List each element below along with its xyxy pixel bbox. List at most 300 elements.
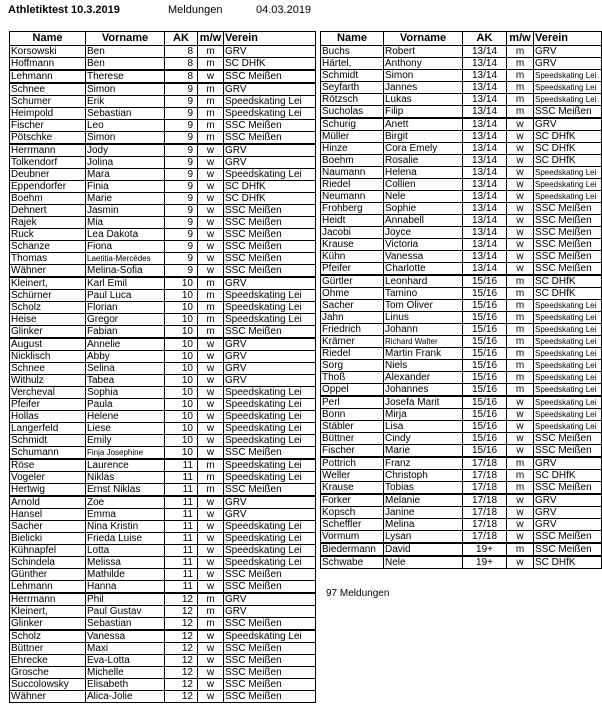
cell-name: Schwabe [321, 556, 384, 569]
cell-verein: Speedskating Lei [534, 324, 602, 336]
cell-name: Sorg [321, 360, 384, 372]
cell-name: Wähner [10, 265, 86, 278]
cell-mw: m [507, 336, 534, 348]
cell-verein: Speedskating Lei [534, 82, 602, 94]
cell-ak: 9 [165, 157, 198, 169]
cell-mw: w [198, 229, 224, 241]
cell-name: Vormum [321, 531, 384, 544]
table-row [321, 46, 602, 58]
cell-mw: m [507, 372, 534, 384]
table-row [321, 336, 602, 348]
cell-ak: 10 [165, 363, 198, 375]
cell-name: Herrmann [10, 144, 86, 157]
cell-mw: w [507, 507, 534, 519]
table-row [10, 411, 316, 423]
cell-ak: 10 [165, 411, 198, 423]
cell-ak: 12 [165, 655, 198, 667]
cell-name: Schmidt [10, 435, 86, 447]
table-row [321, 457, 602, 470]
col-header-verein: Verein [534, 32, 602, 46]
cell-verein: GRV [224, 83, 316, 96]
cell-ak: 13/14 [463, 118, 507, 131]
table-row [321, 288, 602, 300]
cell-vorname: Linus [384, 312, 463, 324]
cell-mw: w [198, 193, 224, 205]
cell-mw: m [507, 312, 534, 324]
cell-verein: SSC Meißen [224, 70, 316, 83]
cell-mw: w [507, 251, 534, 263]
cell-ak: 13/14 [463, 58, 507, 70]
col-header-ak: AK [165, 32, 198, 46]
cell-verein: SSC Meißen [534, 445, 602, 458]
cell-name: Kleinert, [10, 277, 86, 290]
table-row [321, 543, 602, 556]
cell-vorname: Birgit [384, 131, 463, 143]
cell-name: Lehmann [10, 581, 86, 594]
table-row [10, 484, 316, 497]
cell-name: Gürtler [321, 275, 384, 288]
cell-vorname: Franz [384, 457, 463, 470]
cell-verein: Speedskating Lei [534, 384, 602, 397]
cell-mw: w [198, 581, 224, 594]
cell-ak: 9 [165, 132, 198, 145]
table-row [321, 155, 602, 167]
cell-name: Neumann [321, 191, 384, 203]
cell-verein: Speedskating Lei [224, 96, 316, 108]
cell-ak: 11 [165, 521, 198, 533]
cell-verein: GRV [534, 519, 602, 531]
table-row [321, 556, 602, 569]
cell-name: Thomas [10, 253, 86, 265]
table-row [10, 533, 316, 545]
cell-name: Schindela [10, 557, 86, 569]
cell-verein: SSC Meißen [224, 217, 316, 229]
cell-name: Kopsch [321, 507, 384, 519]
cell-vorname: Maxi [86, 643, 165, 655]
cell-vorname: Eva-Lotta [86, 655, 165, 667]
col-header-vorname: Vorname [86, 32, 165, 46]
cell-ak: 9 [165, 253, 198, 265]
cell-verein: Speedskating Lei [224, 472, 316, 484]
cell-verein: Speedskating Lei [534, 409, 602, 421]
cell-name: Riedel [321, 348, 384, 360]
cell-verein: Speedskating Lei [534, 396, 602, 409]
cell-name: Jacobi [321, 227, 384, 239]
cell-ak: 11 [165, 496, 198, 509]
table-row [321, 131, 602, 143]
cell-verein: SSC Meißen [224, 679, 316, 691]
table-row [10, 277, 316, 290]
table-row [10, 606, 316, 618]
cell-vorname: Anthony [384, 58, 463, 70]
cell-mw: w [198, 691, 224, 703]
cell-name: Arnold [10, 496, 86, 509]
cell-vorname: Martin Frank [384, 348, 463, 360]
cell-name: Stäbler [321, 421, 384, 433]
cell-name: Korsowski [10, 46, 86, 58]
cell-ak: 9 [165, 229, 198, 241]
cell-name: Jahn [321, 312, 384, 324]
cell-mw: w [507, 227, 534, 239]
cell-verein: Speedskating Lei [224, 435, 316, 447]
cell-name: Hoffmann [10, 58, 86, 71]
cell-ak: 13/14 [463, 94, 507, 106]
cell-ak: 13/14 [463, 215, 507, 227]
cell-name: Fischer [10, 120, 86, 132]
table-row [10, 70, 316, 83]
cell-ak: 15/16 [463, 312, 507, 324]
cell-verein: Speedskating Lei [224, 423, 316, 435]
cell-verein: SSC Meißen [224, 229, 316, 241]
cell-name: Thoß [321, 372, 384, 384]
cell-name: Büttner [10, 643, 86, 655]
cell-vorname: Florian [86, 302, 165, 314]
cell-vorname: Collien [384, 179, 463, 191]
cell-vorname: Cora Emely [384, 143, 463, 155]
cell-mw: w [507, 396, 534, 409]
table-row [321, 433, 602, 445]
table-row [321, 384, 602, 397]
cell-verein: SSC Meißen [224, 241, 316, 253]
table-row [10, 691, 316, 703]
table-row [10, 83, 316, 96]
cell-vorname: Alica-Jolie [86, 691, 165, 703]
cell-vorname: David [384, 543, 463, 556]
cell-ak: 15/16 [463, 275, 507, 288]
cell-mw: w [198, 435, 224, 447]
cell-verein: GRV [534, 46, 602, 58]
cell-name: Sacher [10, 521, 86, 533]
cell-verein: Speedskating Lei [534, 191, 602, 203]
cell-verein: SSC Meißen [224, 667, 316, 679]
cell-mw: w [507, 203, 534, 215]
col-header-verein: Verein [224, 32, 316, 46]
cell-ak: 12 [165, 630, 198, 643]
cell-name: Sucholas [321, 106, 384, 119]
cell-vorname: Sebastian [86, 108, 165, 120]
cell-vorname: Hanna [86, 581, 165, 594]
cell-verein: SSC Meißen [224, 253, 316, 265]
cell-verein: SC DHfK [534, 556, 602, 569]
table-row [321, 94, 602, 106]
cell-verein: Speedskating Lei [534, 300, 602, 312]
cell-mw: w [198, 169, 224, 181]
table-row [321, 203, 602, 215]
table-row [321, 239, 602, 251]
table-row [10, 302, 316, 314]
table-row [321, 470, 602, 482]
table-row [10, 435, 316, 447]
cell-name: Heise [10, 314, 86, 326]
cell-ak: 8 [165, 70, 198, 83]
cell-ak: 13/14 [463, 155, 507, 167]
cell-verein: SSC Meißen [224, 120, 316, 132]
cell-ak: 9 [165, 120, 198, 132]
cell-ak: 12 [165, 643, 198, 655]
table-row [321, 531, 602, 544]
cell-vorname: Melina [384, 519, 463, 531]
cell-vorname: Ben [86, 58, 165, 71]
cell-vorname: Mara [86, 169, 165, 181]
table-row [10, 241, 316, 253]
cell-name: Schurig [321, 118, 384, 131]
cell-ak: 10 [165, 314, 198, 326]
cell-verein: Speedskating Lei [224, 630, 316, 643]
cell-name: Perl [321, 396, 384, 409]
cell-name: Kleinert, [10, 606, 86, 618]
right-table-header [321, 32, 602, 46]
cell-vorname: Victoria [384, 239, 463, 251]
cell-verein: SSC Meißen [224, 205, 316, 217]
cell-name: Eppendorfer [10, 181, 86, 193]
cell-verein: Speedskating Lei [224, 290, 316, 302]
cell-mw: w [198, 643, 224, 655]
cell-mw: w [198, 423, 224, 435]
cell-vorname: Abby [86, 351, 165, 363]
cell-ak: 10 [165, 277, 198, 290]
cell-ak: 19+ [463, 543, 507, 556]
cell-name: Riedel [321, 179, 384, 191]
cell-name: Scholz [10, 630, 86, 643]
cell-verein: SSC Meißen [534, 543, 602, 556]
cell-verein: Speedskating Lei [224, 399, 316, 411]
cell-vorname: Michelle [86, 667, 165, 679]
table-row [10, 569, 316, 581]
table-row [321, 118, 602, 131]
cell-vorname: Lukas [384, 94, 463, 106]
cell-ak: 10 [165, 447, 198, 460]
cell-mw: m [507, 70, 534, 82]
cell-mw: w [198, 363, 224, 375]
cell-verein: Speedskating Lei [534, 372, 602, 384]
table-row [321, 251, 602, 263]
cell-mw: w [507, 215, 534, 227]
cell-vorname: Simon [384, 70, 463, 82]
cell-ak: 17/18 [463, 519, 507, 531]
table-row [10, 459, 316, 472]
cell-ak: 13/14 [463, 239, 507, 251]
cell-ak: 15/16 [463, 288, 507, 300]
table-row [10, 509, 316, 521]
table-row [321, 348, 602, 360]
cell-mw: m [198, 472, 224, 484]
cell-name: Pötschke [10, 132, 86, 145]
cell-name: Kühn [321, 251, 384, 263]
table-row [321, 519, 602, 531]
cell-vorname: Paul Gustav [86, 606, 165, 618]
cell-vorname: Finja Josephine [86, 447, 165, 460]
table-row [10, 630, 316, 643]
left-table [9, 31, 316, 703]
cell-mw: w [198, 521, 224, 533]
cell-vorname: Helena [384, 167, 463, 179]
cell-ak: 10 [165, 399, 198, 411]
cell-verein: SSC Meißen [224, 691, 316, 703]
cell-mw: w [507, 494, 534, 507]
cell-vorname: Christoph [384, 470, 463, 482]
cell-name: Withulz [10, 375, 86, 387]
cell-verein: GRV [224, 363, 316, 375]
cell-mw: w [198, 265, 224, 278]
cell-vorname: Nele [384, 191, 463, 203]
cell-verein: SSC Meißen [224, 447, 316, 460]
cell-mw: m [507, 58, 534, 70]
cell-mw: m [198, 132, 224, 145]
cell-vorname: Jody [86, 144, 165, 157]
cell-vorname: Tamino [384, 288, 463, 300]
cell-verein: Speedskating Lei [224, 314, 316, 326]
cell-mw: m [507, 348, 534, 360]
cell-name: Oppel [321, 384, 384, 397]
cell-vorname: Finia [86, 181, 165, 193]
cell-verein: SSC Meißen [534, 251, 602, 263]
cell-vorname: Elisabeth [86, 679, 165, 691]
table-row [321, 191, 602, 203]
cell-ak: 9 [165, 144, 198, 157]
cell-ak: 13/14 [463, 143, 507, 155]
cell-ak: 13/14 [463, 179, 507, 191]
cell-mw: m [198, 58, 224, 71]
table-row [10, 679, 316, 691]
cell-ak: 19+ [463, 556, 507, 569]
cell-vorname: Leonhard [384, 275, 463, 288]
cell-ak: 17/18 [463, 494, 507, 507]
cell-verein: SSC Meißen [224, 132, 316, 145]
cell-mw: m [198, 83, 224, 96]
cell-mw: w [507, 556, 534, 569]
table-row [10, 181, 316, 193]
cell-mw: w [198, 411, 224, 423]
cell-name: Frohberg [321, 203, 384, 215]
table-row [321, 409, 602, 421]
cell-vorname: Marie [86, 193, 165, 205]
cell-vorname: Zoe [86, 496, 165, 509]
cell-name: Fischer [321, 445, 384, 458]
cell-verein: Speedskating Lei [534, 70, 602, 82]
cell-vorname: Jolina [86, 157, 165, 169]
cell-name: Nicklisch [10, 351, 86, 363]
col-header-name: Name [10, 32, 86, 46]
cell-ak: 9 [165, 181, 198, 193]
table-row [10, 144, 316, 157]
table-row [10, 643, 316, 655]
cell-mw: m [198, 618, 224, 631]
cell-mw: w [507, 191, 534, 203]
cell-mw: m [507, 300, 534, 312]
cell-name: Rötzsch [321, 94, 384, 106]
cell-verein: GRV [224, 496, 316, 509]
cell-ak: 13/14 [463, 263, 507, 276]
cell-vorname: Annabell [384, 215, 463, 227]
cell-vorname: Joyce [384, 227, 463, 239]
cell-mw: w [507, 433, 534, 445]
cell-ak: 15/16 [463, 396, 507, 409]
cell-verein: SSC Meißen [534, 215, 602, 227]
cell-verein: SSC Meißen [534, 263, 602, 276]
table-row [10, 363, 316, 375]
cell-verein: Speedskating Lei [534, 336, 602, 348]
table-row [10, 253, 316, 265]
cell-ak: 9 [165, 265, 198, 278]
table-row [321, 215, 602, 227]
cell-name: Wähner [10, 691, 86, 703]
cell-mw: m [198, 593, 224, 606]
table-row [10, 447, 316, 460]
cell-vorname: Cindy [384, 433, 463, 445]
cell-mw: w [198, 509, 224, 521]
cell-mw: m [198, 277, 224, 290]
cell-vorname: Marie [384, 445, 463, 458]
table-row [321, 494, 602, 507]
cell-mw: w [198, 557, 224, 569]
cell-name: Hansel [10, 509, 86, 521]
cell-ak: 15/16 [463, 324, 507, 336]
table-row [10, 96, 316, 108]
cell-ak: 17/18 [463, 531, 507, 544]
cell-ak: 8 [165, 58, 198, 71]
cell-verein: SSC Meißen [224, 618, 316, 631]
cell-mw: w [198, 545, 224, 557]
cell-mw: w [507, 531, 534, 544]
col-header-ak: AK [463, 32, 507, 46]
table-row [10, 120, 316, 132]
cell-mw: w [507, 131, 534, 143]
cell-verein: Speedskating Lei [534, 167, 602, 179]
cell-ak: 12 [165, 606, 198, 618]
table-row [10, 326, 316, 339]
cell-vorname: Vanessa [86, 630, 165, 643]
table-row [10, 265, 316, 278]
cell-name: Naumann [321, 167, 384, 179]
cell-mw: w [198, 447, 224, 460]
cell-vorname: Sebastian [86, 618, 165, 631]
cell-ak: 15/16 [463, 421, 507, 433]
table-row [321, 507, 602, 519]
cell-mw: w [507, 155, 534, 167]
table-row [10, 157, 316, 169]
cell-verein: Speedskating Lei [224, 108, 316, 120]
cell-name: Sacher [321, 300, 384, 312]
cell-verein: SSC Meißen [534, 531, 602, 544]
cell-vorname: Gregor [86, 314, 165, 326]
cell-name: Boehm [10, 193, 86, 205]
table-row [10, 169, 316, 181]
cell-vorname: Fabian [86, 326, 165, 339]
cell-mw: w [198, 630, 224, 643]
cell-ak: 10 [165, 326, 198, 339]
cell-name: Schürner [10, 290, 86, 302]
cell-mw: w [507, 409, 534, 421]
table-row [321, 360, 602, 372]
cell-ak: 13/14 [463, 131, 507, 143]
cell-ak: 9 [165, 83, 198, 96]
cell-verein: SC DHfK [534, 275, 602, 288]
cell-mw: w [198, 241, 224, 253]
cell-verein: GRV [534, 507, 602, 519]
cell-vorname: Lysan [384, 531, 463, 544]
cell-ak: 8 [165, 46, 198, 58]
cell-verein: Speedskating Lei [534, 421, 602, 433]
cell-vorname: Therese [86, 70, 165, 83]
table-row [10, 58, 316, 71]
cell-name: Krause [321, 239, 384, 251]
table-row [10, 132, 316, 145]
cell-verein: Speedskating Lei [534, 348, 602, 360]
cell-vorname: Anett [384, 118, 463, 131]
cell-verein: GRV [534, 457, 602, 470]
cell-verein: SSC Meißen [534, 239, 602, 251]
cell-vorname: Lea Dakota [86, 229, 165, 241]
